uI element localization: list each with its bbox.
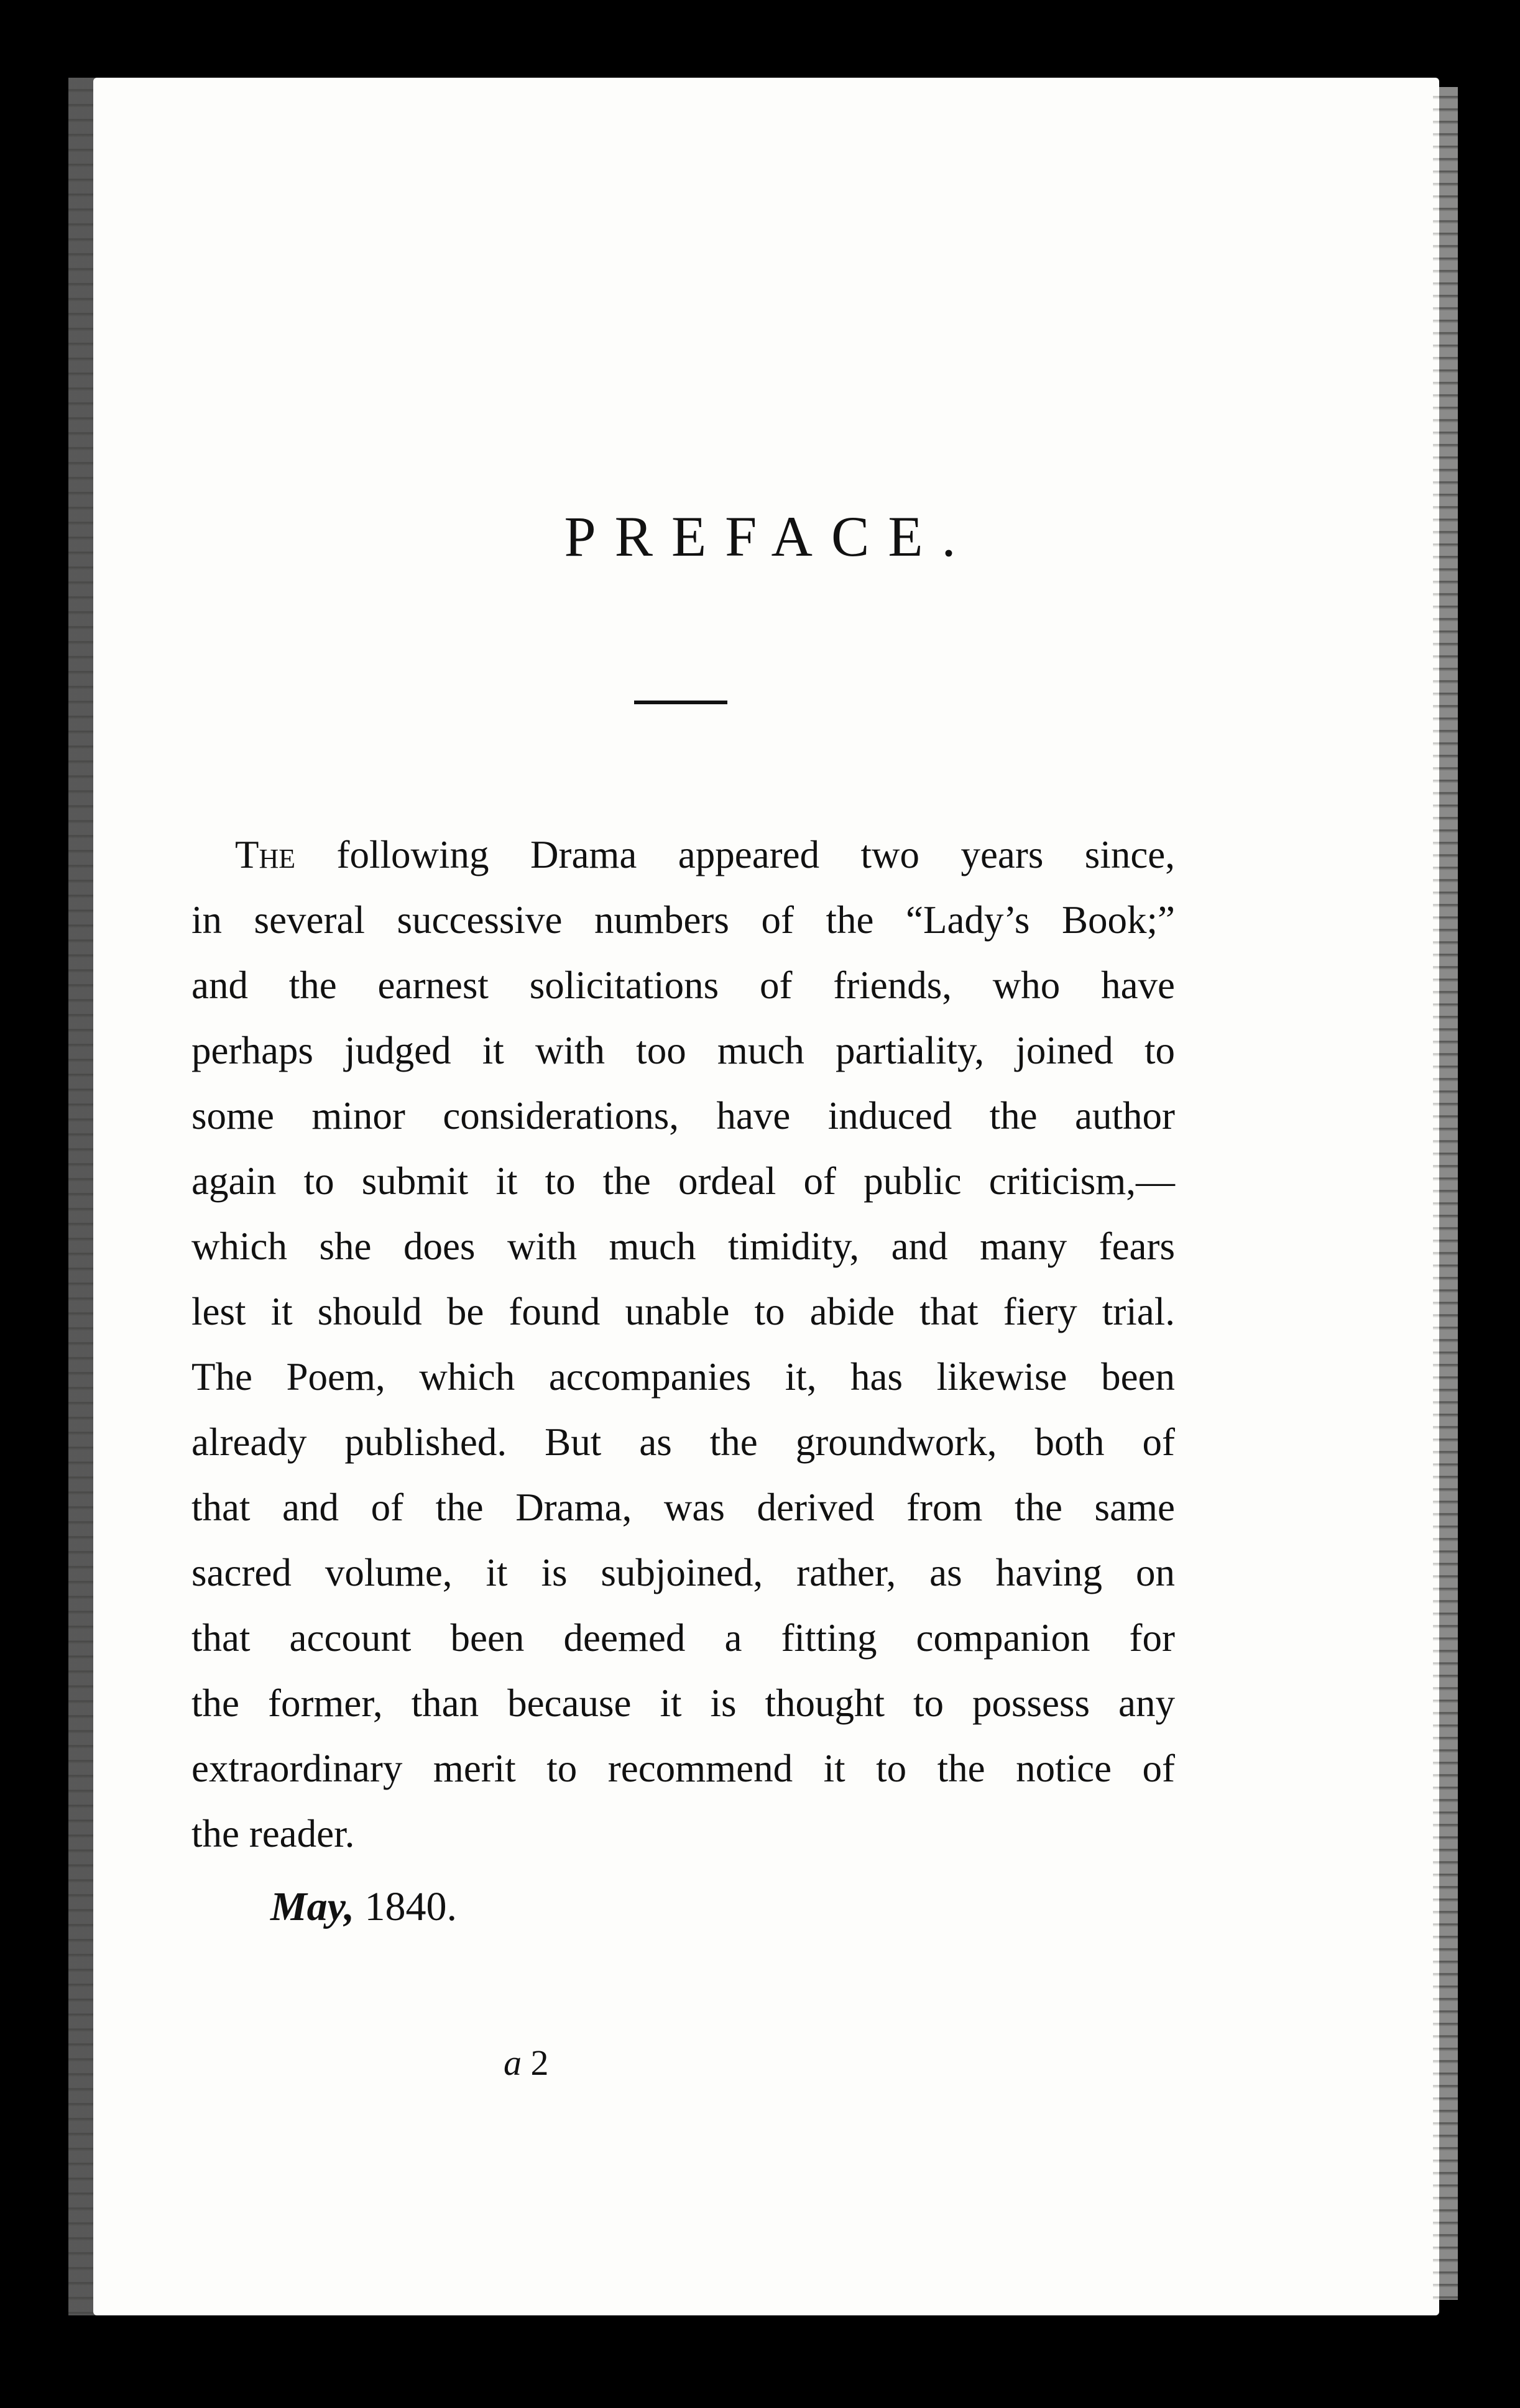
paragraph-line: The Poem, which accompanies it, has likewise been bbox=[191, 1355, 1175, 1399]
paragraph-line bbox=[191, 822, 1175, 888]
paragraph-line: again to submit it to the ordeal of public criticism,— bbox=[191, 1159, 1175, 1203]
paragraph-line: that account been deemed a fitting companion for bbox=[191, 1616, 1175, 1660]
preface-date bbox=[270, 1883, 457, 1931]
date-year: 1840. bbox=[364, 1884, 458, 1929]
date-month: May, bbox=[270, 1884, 355, 1929]
paragraph-line: the reader. bbox=[191, 1812, 355, 1855]
paragraph-line: that and of the Drama, was derived from the same bbox=[191, 1486, 1175, 1529]
signature-number: 2 bbox=[530, 2043, 549, 2083]
paragraph-line: extraordinary merit to recommend it to the notice of bbox=[191, 1747, 1175, 1790]
preface-paragraph bbox=[191, 822, 1175, 1867]
paragraph-line: perhaps judged it with too much partiality, joined to bbox=[191, 1029, 1175, 1072]
paragraph-line: lest it should be found unable to abide that fiery trial. bbox=[191, 1290, 1175, 1333]
signature-mark bbox=[504, 2042, 549, 2084]
paragraph-line: which she does with much timidity, and many fears bbox=[191, 1225, 1175, 1268]
lead-word: The bbox=[235, 833, 296, 876]
paragraph-line: in several successive numbers of the “Lady’s Book;” bbox=[191, 898, 1175, 942]
page-title: PREFACE. bbox=[564, 505, 975, 568]
title-rule bbox=[634, 701, 727, 704]
paragraph-line: sacred volume, it is subjoined, rather, as having on bbox=[191, 1551, 1175, 1594]
signature-letter: a bbox=[504, 2043, 522, 2083]
page-right-edge bbox=[1433, 87, 1458, 2300]
line-text: following Drama appeared two years since, bbox=[295, 833, 1175, 876]
paragraph-line: already published. But as the groundwork, both of bbox=[191, 1420, 1175, 1464]
paragraph-line: some minor considerations, have induced the author bbox=[191, 1094, 1175, 1137]
paragraph-line: and the earnest solicitations of friends, who have bbox=[191, 963, 1175, 1007]
paragraph-line: the former, than because it is thought to possess any bbox=[191, 1681, 1175, 1725]
